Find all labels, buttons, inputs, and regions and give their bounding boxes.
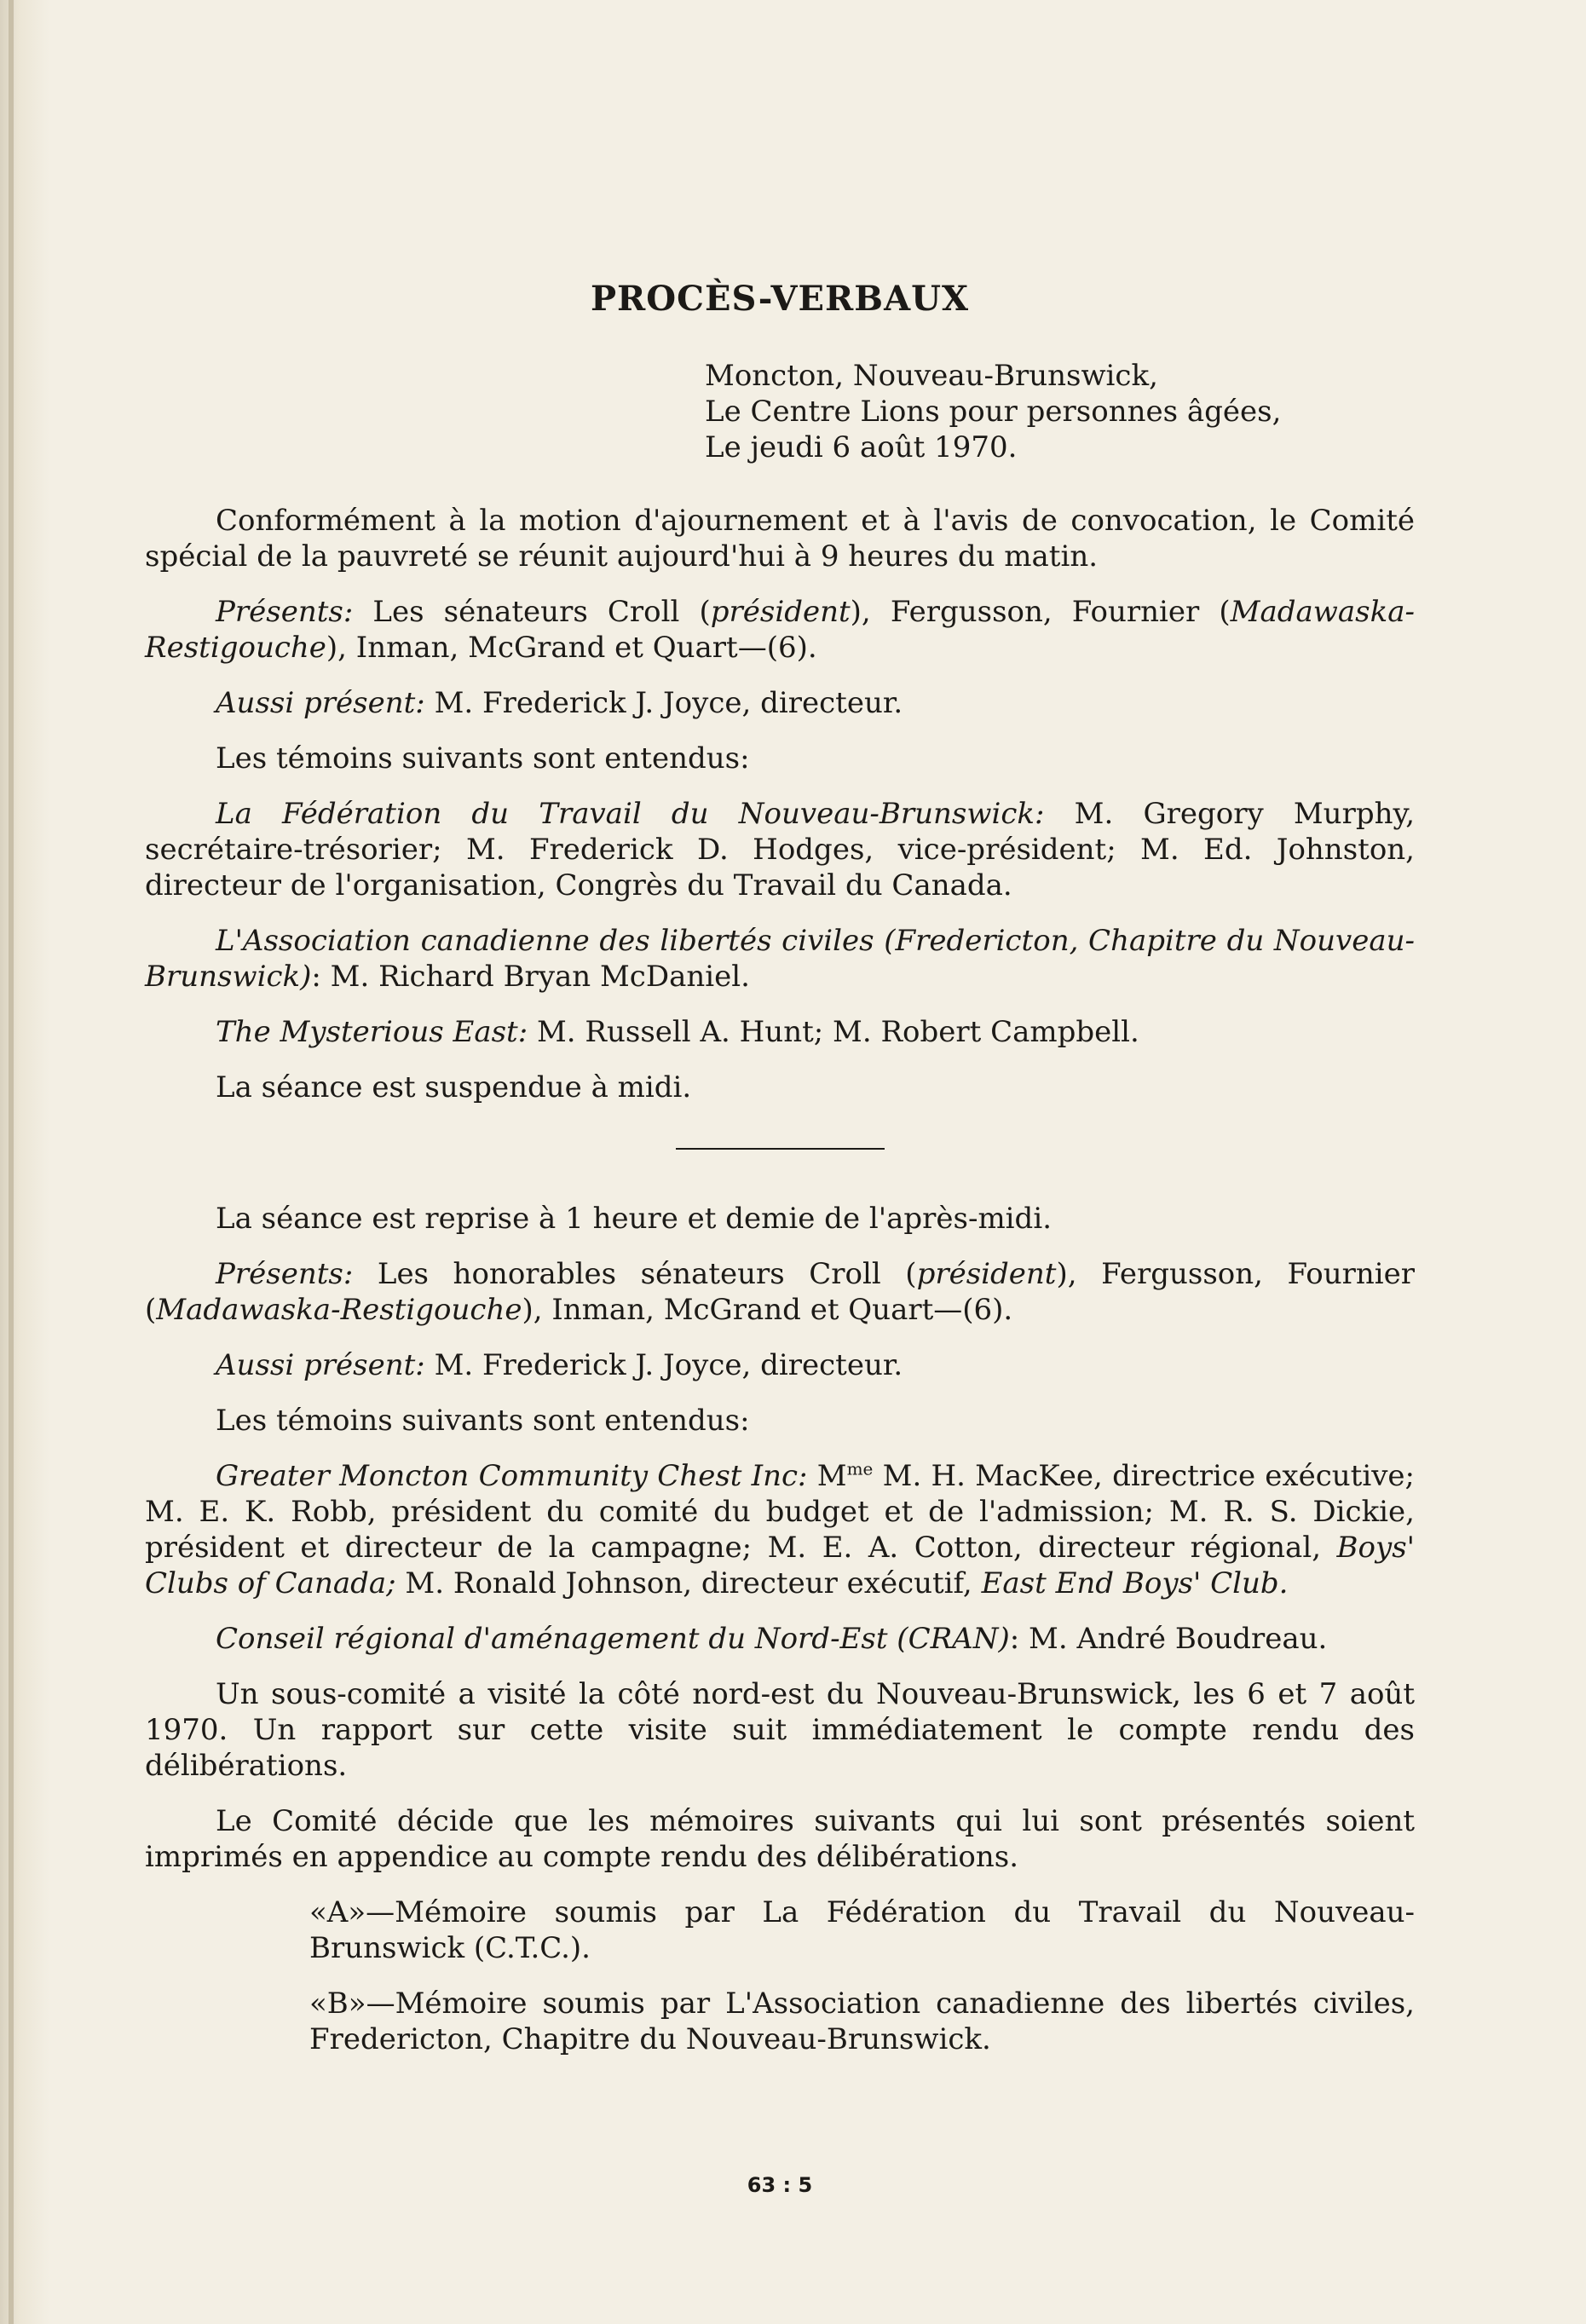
president-label: président (916, 1257, 1057, 1291)
witness-org: The Mysterious East: (216, 1015, 528, 1049)
page-title: PROCÈS-VERBAUX (590, 279, 970, 319)
witness-title: M (816, 1459, 847, 1493)
morning-adjourn: La séance est suspendue à midi. (216, 1070, 692, 1104)
presents-text-c: ), Inman, McGrand et Quart—(6). (326, 631, 817, 665)
page-binding (0, 0, 49, 2324)
appendix-item-a: «A»—Mémoire soumis par La Fédération du Travail du Nouveau-Brunswick (C.T.C.). (309, 1895, 1415, 1965)
witness-text: M. Gregory Murphy, secrétaire-trésorier; M. Frederick D. Hodges, vice-président; M. Ed. Johnston, directeur de l'organisation, Congrès du Travail du Canada. (145, 797, 1415, 902)
witness-title-sup: me (846, 1458, 874, 1479)
morning-witness-2 (145, 923, 1415, 995)
morning-witnesses-heading: Les témoins suivants sont entendus: (216, 741, 750, 776)
aussi-label: Aussi présent: (216, 1348, 425, 1382)
morning-presents (145, 594, 1415, 666)
president-label: président (710, 595, 851, 629)
afternoon-witness-2 (145, 1621, 1415, 1657)
witness-org: L'Association canadienne des libertés civiles (Fredericton, Chapitre du Nouveau-Brunswick) (145, 924, 1415, 994)
witness-text-b: M. Ronald Johnson, directeur exécutif, (395, 1566, 982, 1600)
witness-org: Conseil régional d'aménagement du Nord-Est (CRAN) (216, 1622, 1010, 1656)
presents-text-a: Les honorables sénateurs Croll ( (377, 1257, 917, 1291)
afternoon-witnesses-heading: Les témoins suivants sont entendus: (216, 1404, 750, 1438)
aussi-text: M. Frederick J. Joyce, directeur. (434, 686, 903, 720)
witness-text: : M. Richard Bryan McDaniel. (311, 960, 750, 994)
witness-club-2: East End Boys' Club. (981, 1566, 1289, 1600)
section-divider (676, 1148, 885, 1150)
place-line-3: Le jeudi 6 août 1970. (705, 430, 1018, 464)
appendix-decision: Le Comité décide que les mémoires suivants qui lui sont présentés soient imprimés en appendice au compte rendu des délibérations. (145, 1804, 1415, 1874)
afternoon-presents (145, 1256, 1415, 1328)
place-line-1: Moncton, Nouveau-Brunswick, (705, 359, 1158, 393)
aussi-text: M. Frederick J. Joyce, directeur. (434, 1348, 903, 1382)
aussi-label: Aussi présent: (216, 686, 425, 720)
presents-text-c: ), Inman, McGrand et Quart—(6). (522, 1293, 1013, 1327)
witness-org: Greater Moncton Community Chest Inc: (216, 1459, 808, 1493)
morning-witness-3 (145, 1014, 1415, 1050)
morning-intro: Conformément à la motion d'ajournement et à l'avis de convocation, le Comité spécial de la pauvreté se réunit aujourd'hui à 9 heures du matin. (145, 504, 1415, 574)
witness-text: : M. André Boudreau. (1009, 1622, 1328, 1656)
presents-label: Présents: (216, 1257, 354, 1291)
afternoon-aussi (145, 1347, 1415, 1383)
morning-aussi (145, 685, 1415, 721)
document-page (145, 0, 1415, 2324)
witness-club: Boys' Clubs of Canada; (145, 1531, 1415, 1600)
witness-text-a: M. H. MacKee, directrice exécutive; M. E. K. Robb, président du comité du budget et de l'admission; M. R. S. Dickie, président et directeur de la campagne; M. E. A. Cotton, directeur régional, (145, 1459, 1415, 1565)
binding-edge (9, 0, 14, 2324)
morning-witness-1 (145, 796, 1415, 903)
place-line-2: Le Centre Lions pour personnes âgées, (705, 395, 1282, 429)
afternoon-resume: La séance est reprise à 1 heure et demie de l'après-midi. (216, 1202, 1053, 1236)
afternoon-witness-1 (145, 1458, 1415, 1601)
minutes-body (145, 503, 1415, 2077)
presents-region: Madawaska-Restigouche (145, 595, 1415, 665)
page-number: 63 : 5 (747, 2173, 813, 2197)
presents-text-a: Les sénateurs Croll ( (372, 595, 711, 629)
witness-text: M. Russell A. Hunt; M. Robert Campbell. (536, 1015, 1139, 1049)
appendix-item-b: «B»—Mémoire soumis par L'Association canadienne des libertés civiles, Fredericton, Chapitre du Nouveau-Brunswick. (309, 1987, 1415, 2056)
meeting-place (705, 358, 1415, 465)
witness-org: La Fédération du Travail du Nouveau-Brunswick: (216, 797, 1045, 831)
presents-text-b: ), Fergusson, Fournier ( (145, 1257, 1415, 1327)
presents-text-b: ), Fergusson, Fournier ( (850, 595, 1231, 629)
presents-region: Madawaska-Restigouche (156, 1293, 522, 1327)
subcommittee-note: Un sous-comité a visité la côté nord-est du Nouveau-Brunswick, les 6 et 7 août 1970. Un rapport sur cette visite suit immédiatement le compte rendu des délibérations. (145, 1677, 1415, 1783)
presents-label: Présents: (216, 595, 354, 629)
